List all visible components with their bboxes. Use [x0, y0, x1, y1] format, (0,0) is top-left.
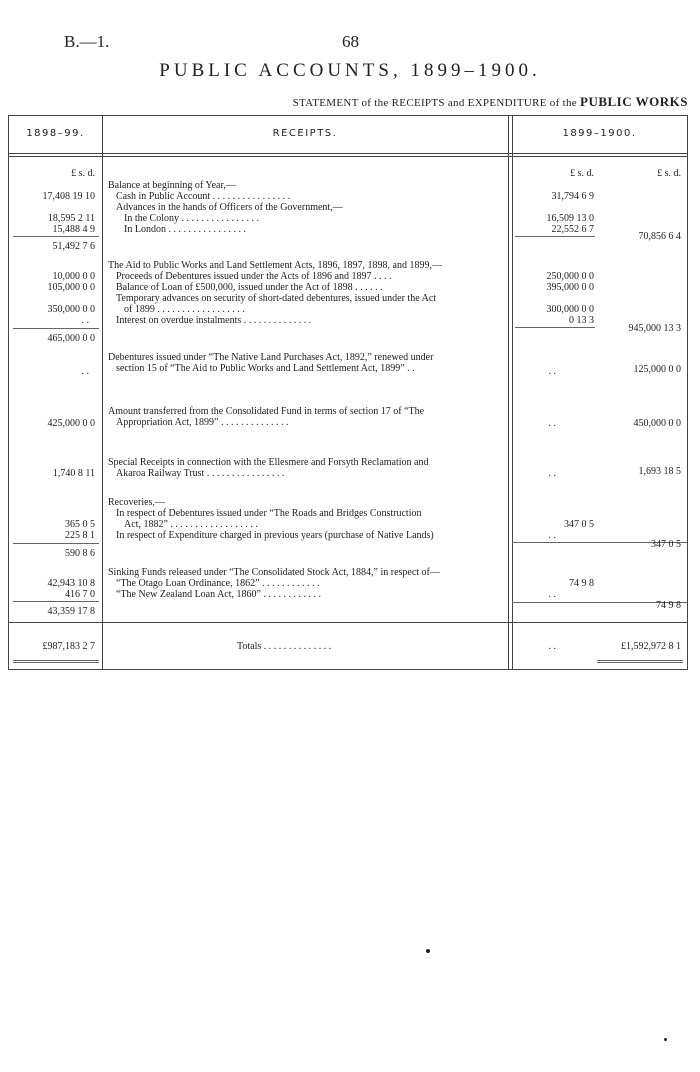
section-recoveries: Recoveries,— In respect of Debentures issued under “The Roads and Bridges Construction Act, 1882” . . . . . . . . . . . . . . . . . . In respect of Expenditure charged in previous years (purchase of Native Lands) [108, 497, 434, 541]
section-sinking-funds: Sinking Funds released under “The Consolidated Stock Act, 1884,” in respect of— “The Otago Loan Ordinance, 1862” . . . . . . . . . . . . “The New Zealand Loan Act, 1860” . . . . . . . . . . . . [108, 567, 440, 600]
subtitle-text: STATEMENT of the RECEIPTS and EXPENDITURE of the [292, 97, 577, 109]
prev-amount: 416 7 0 [65, 589, 95, 600]
currency-header-prev: £ s. d. [71, 168, 95, 179]
detail-amount: . . [548, 468, 556, 479]
statement-subtitle [293, 94, 688, 110]
detail-amount: 31,794 6 9 [551, 191, 594, 202]
currency-header-total: £ s. d. [657, 168, 681, 179]
detail-amount: . . [548, 366, 556, 377]
section-consolidated-fund: Amount transferred from the Consolidated Fund in terms of section 17 of “The Appropriation Act, 1899” . . . . . . . . . . . . . . [108, 406, 425, 428]
detail-amount: 16,509 13 0 [546, 213, 594, 224]
detail-amount: . . [548, 530, 556, 541]
column-header-1899-1900: 1899–1900. [562, 128, 637, 139]
prev-subtotal: 43,359 17 8 [47, 606, 95, 617]
grand-total: £1,592,972 8 1 [621, 641, 681, 652]
currency-header-detail: £ s. d. [570, 168, 594, 179]
section-total: 1,693 18 5 [638, 466, 681, 477]
prev-amount: 225 8 1 [65, 530, 95, 541]
detail-amount: 300,000 0 0 [546, 304, 594, 315]
ink-speck [426, 949, 430, 953]
page-reference: B.—1. [64, 32, 110, 51]
detail-amount: . . [548, 418, 556, 429]
section-total: 70,856 6 4 [638, 231, 681, 242]
detail-amount: 250,000 0 0 [546, 271, 594, 282]
subtitle-bold: PUBLIC WORKS [580, 94, 688, 109]
section-special-receipts: Special Receipts in connection with the Ellesmere and Forsyth Reclamation and Akaroa Railway Trust . . . . . . . . . . . . . . . . [108, 457, 429, 479]
section-balance: Balance at beginning of Year,— Cash in Public Account . . . . . . . . . . . . . . . . Advances in the hands of Officers of the Government,— In the Colony . . . . . . . . . . . . . . . . In London . . . . . . . . . . . . . . . . [108, 180, 343, 235]
prev-amount: . . [81, 315, 89, 326]
prev-amount: 15,488 4 9 [52, 224, 95, 235]
prev-amount: 350,000 0 0 [47, 304, 95, 315]
prev-amount: 425,000 0 0 [47, 418, 95, 429]
page-title: PUBLIC ACCOUNTS, 1899–1900. [159, 60, 541, 81]
prev-amount: 17,408 19 10 [42, 191, 95, 202]
prev-subtotal: 465,000 0 0 [47, 333, 95, 344]
section-total: 74 9 8 [656, 600, 681, 611]
section-total: 945,000 13 3 [628, 323, 681, 334]
section-aid-public-works: The Aid to Public Works and Land Settlement Acts, 1896, 1897, 1898, and 1899,— Proceeds of Debentures issued under the Acts of 1896 and 1897 . . . . Balance of Loan of £500,000, issued under the Act of 1898 . . . . . . Temporary advances on security of short-dated debentures, issued under the Act of 1899 . . . . . . . . . . . . . . . . . . Interest on overdue instalments . . . . . . . . . . . . . . [108, 260, 442, 326]
column-header-1898-99: 1898–99. [26, 128, 85, 139]
detail-amount: 347 0 5 [564, 519, 594, 530]
prev-amount: 10,000 0 0 [52, 271, 95, 282]
detail-amount: 395,000 0 0 [546, 282, 594, 293]
ink-speck [664, 1038, 667, 1041]
detail-amount: 22,552 6 7 [551, 224, 594, 235]
prev-amount: 42,943 10 8 [47, 578, 95, 589]
section-total: 125,000 0 0 [633, 364, 681, 375]
prev-amount: 1,740 8 11 [52, 468, 95, 479]
prev-subtotal: 590 8 6 [65, 548, 95, 559]
prev-amount: 18,595 2 11 [47, 213, 95, 224]
detail-grand-total: . . [548, 641, 556, 652]
prev-amount: 365 0 5 [65, 519, 95, 530]
prev-grand-total: £987,183 2 7 [42, 641, 95, 652]
section-total: 450,000 0 0 [633, 418, 681, 429]
prev-subtotal: 51,492 7 6 [52, 241, 95, 252]
page-number: 68 [342, 32, 359, 51]
section-total: 347 0 5 [651, 539, 681, 550]
prev-amount: . . [81, 366, 89, 377]
totals-label: Totals . . . . . . . . . . . . . . [237, 641, 332, 652]
prev-amount: 105,000 0 0 [47, 282, 95, 293]
column-header-receipts: RECEIPTS. [272, 128, 338, 139]
section-native-land: Debentures issued under “The Native Land Purchases Act, 1892,” renewed under section 15 of “The Aid to Public Works and Land Settlement Act, 1899” . . [108, 352, 434, 374]
detail-amount: 74 9 8 [569, 578, 594, 589]
detail-amount: 0 13 3 [569, 315, 594, 326]
detail-amount: . . [548, 589, 556, 600]
receipts-table [8, 115, 688, 670]
